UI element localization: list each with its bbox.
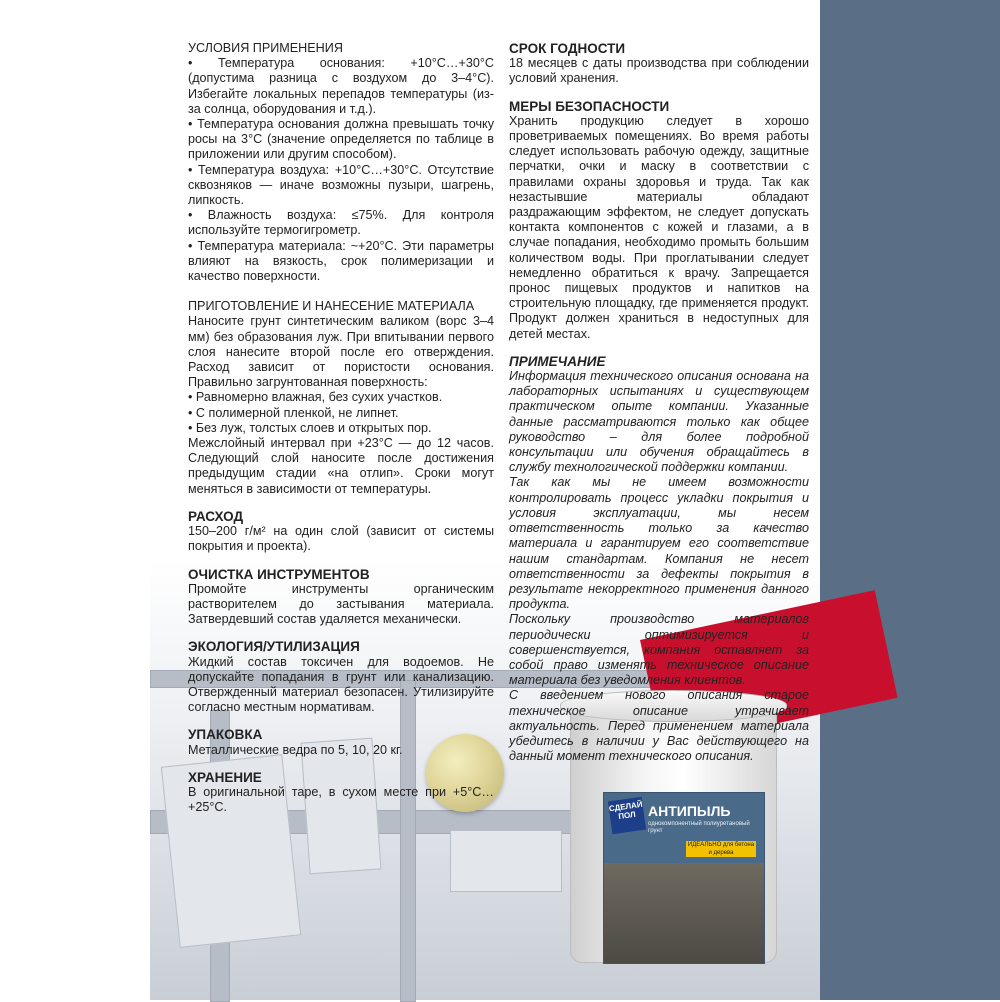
section-heading: ХРАНЕНИЕ: [188, 769, 262, 785]
section-heading: ЭКОЛОГИЯ/УТИЛИЗАЦИЯ: [188, 639, 360, 655]
paragraph: Промойте инструменты органическим растворителем до застывания материала. Затвердевший состав удаляется механически.: [188, 581, 494, 627]
paragraph: Хранить продукцию следует в хорошо проветриваемых помещениях. Во время работы следует использовать рабочую одежду, защитные перчатки, очки и маску в соответствии с правилами охраны здоровья и труда. Так как незастывшие материалы обладают раздражающим эффектом, не следует допускать контакта компонентов с кожей и глазами, а в случае попадания, необходимо промыть большим количеством воды. При проглатывании следует немедленно обратиться к врачу. Запрещается пронос пищевых продуктов и напитков на строительную площадку, где применяется продукт. Продукт должен храниться в недоступных для детей местах.: [509, 113, 809, 341]
paragraph: Межслойный интервал при +23°С — до 12 часов. Следующий слой наносите после достижения предыдущим стадии «на отлип». Сроки могут меняться в зависимости от температуры.: [188, 436, 494, 496]
product-badge: ИДЕАЛЬНО для бетона и дерева: [687, 842, 755, 856]
bullet-item: • Влажность воздуха: ≤75%. Для контроля используйте термогигрометр.: [188, 208, 494, 238]
product-subtitle: однокомпонентный полиуретановый грунт: [648, 821, 750, 834]
side-stripe: [820, 0, 1000, 1000]
brand-logo: СДЕЛАЙ ПОЛ: [608, 797, 646, 834]
bullet-item: • Равномерно влажная, без сухих участков.: [188, 390, 443, 405]
bullet-item: • Температура основания должна превышать точку росы на 3°С (значение определяется по таблице в приложении или другим способом).: [188, 117, 494, 162]
section-heading: ОЧИСТКА ИНСТРУМЕНТОВ: [188, 566, 370, 582]
paragraph: 18 месяцев с даты производства при соблюдении условий хранения.: [509, 56, 809, 86]
paragraph: В оригинальной таре, в сухом месте при +5°С…+25°С.: [188, 784, 494, 815]
note-paragraph: Так как мы не имеем возможности контролировать процесс укладки покрытия и условия эксплуатации, мы несем ответственность только за качество материала и гарантируем его соответствие нашим стандартам. Компания не несет ответственности за дефекты покрытия в результате некорректного применения данного продукта.: [509, 475, 809, 612]
section-heading: ПРИМЕЧАНИЕ: [509, 353, 606, 369]
paragraph: Наносите грунт синтетическим валиком (ворс 3–4 мм) без образования луж. При впитывании первого слоя нанесите второй после его отверждения. Расход зависит от пористости основания. Правильно загрунтованная поверхность:: [188, 314, 494, 390]
right-column: [509, 41, 809, 764]
section-title: ПРИГОТОВЛЕНИЕ И НАНЕСЕНИЕ МАТЕРИАЛА: [188, 299, 475, 314]
section-heading: УПАКОВКА: [188, 727, 263, 743]
paragraph: 150–200 г/м² на один слой (зависит от системы покрытия и проекта).: [188, 524, 494, 554]
bullet-item: • Без луж, толстых слоев и открытых пор.: [188, 420, 432, 435]
steel-plate: [450, 830, 562, 892]
product-name: АНТИПЫЛЬ: [648, 803, 731, 819]
bullet-item: • С полимерной пленкой, не липнет.: [188, 405, 399, 420]
bullet-item: • Температура основания: +10°C…+30°С (допустима разница с воздухом до 3–4°С). Избегайте локальных перепадов температуры (из-за солнца, оборудования и т.д.).: [188, 56, 494, 116]
note-section: [509, 354, 809, 764]
bucket-label: [603, 792, 765, 964]
bullet-item: • Температура воздуха: +10°С…+30°С. Отсутствие сквозняков — иначе возможны пузыри, шагрень, липкость.: [188, 162, 494, 208]
label-photo: [604, 863, 764, 963]
bullet-item: • Температура материала: ~+20°С. Эти параметры влияют на вязкость, срок полимеризации и качество поверхности.: [188, 238, 494, 284]
section-heading: СРОК ГОДНОСТИ: [509, 41, 626, 56]
left-column: [188, 41, 494, 815]
note-paragraph: Поскольку производство материалов периодически оптимизируется и совершенствуется, компания оставляет за собой право изменять техническое описание материала без уведомления клиентов.: [509, 612, 809, 688]
section-title: УСЛОВИЯ ПРИМЕНЕНИЯ: [188, 41, 343, 55]
section-heading: РАСХОД: [188, 508, 244, 524]
section-heading: МЕРЫ БЕЗОПАСНОСТИ: [509, 98, 670, 114]
paragraph: Жидкий состав токсичен для водоемов. Не допускайте попадания в грунт или канализацию. Отвержденный материал безопасен. Утилизируйте согласно местным нормативам.: [188, 654, 494, 715]
note-paragraph: С введением нового описания старое техническое описание утрачивает актуальность. Перед применением материала убедитесь в наличии у Вас действующего на данный момент технического описания.: [509, 688, 809, 764]
paragraph: Металлические ведра по 5, 10, 20 кг.: [188, 742, 403, 757]
note-paragraph: Информация технического описания основана на лабораторных испытаниях и существующем практическом опыте компании. Указанные данные рассматриваются только как общее руководство – для более подробной консультации или обучения обращайтесь в службу технологической поддержки компании.: [509, 369, 809, 475]
